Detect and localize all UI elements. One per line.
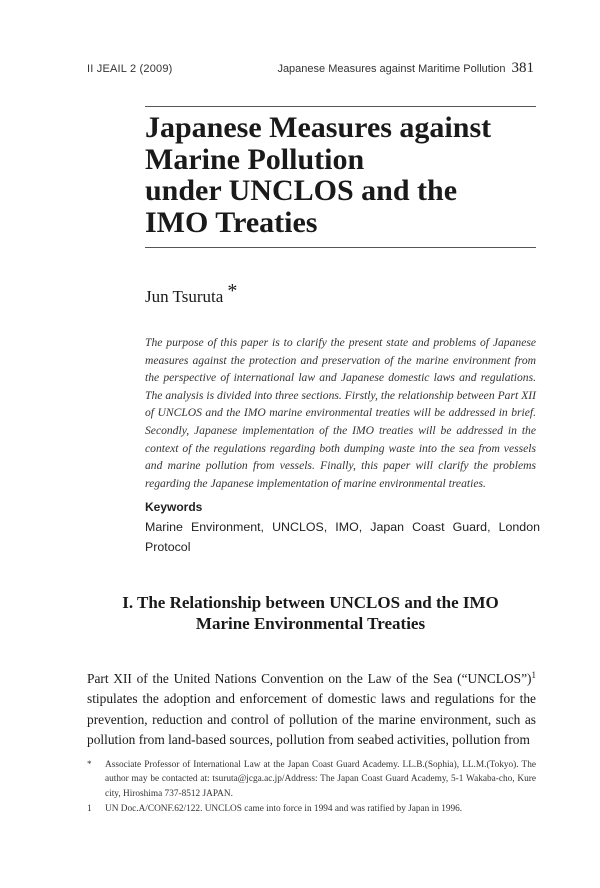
article-title [145,112,545,238]
body-paragraph [87,665,536,751]
footnotes [87,758,536,817]
footnote-mark: 1 [87,804,92,815]
running-title-group [277,60,534,77]
body-text-start: Part XII of the United Nations Convention on the Law of the Sea (“UNCLOS”) [87,671,532,686]
title-rule-bottom [145,247,536,248]
title-rule-top [145,106,536,107]
running-short-title: Japanese Measures against Maritime Pollution [277,63,506,75]
footnote-item [87,758,536,801]
title-line: IMO Treaties [145,205,318,239]
journal-citation: II JEAIL 2 (2009) [87,63,173,75]
section-heading-line: I. The Relationship between UNCLOS and the IMO [122,593,499,612]
keywords-heading: Keywords [145,500,203,514]
footnote-mark: * [87,760,92,770]
running-head [87,60,534,78]
author-line [145,280,237,307]
author-footnote-mark: * [227,280,238,302]
section-heading [87,592,534,634]
page-number: 381 [511,60,534,76]
footnote-reference[interactable]: 1 [531,670,536,680]
footnote-text: Associate Professor of International Law at the Japan Coast Guard Academy. LL.B.(Sophia), LL.M.(Tokyo). The author may be contacted at: tsuruta@jcga.ac.jp/Address: The Japan Coast Guard Academy, 5-1 Wakaba-cho, Kure city, Hiroshima 737-8512 JAPAN. [105,760,536,799]
body-text-rest: stipulates the adoption and enforcement of domestic laws and regulations for the prevention, reduction and control of pollution of the marine environment, such as pollution from land-based sources, pollution from seabed activities, pollution from [87,691,536,748]
keywords-list: Marine Environment, UNCLOS, IMO, Japan Coast Guard, London Protocol [145,520,540,554]
title-line: under UNCLOS and the [145,174,458,207]
title-line: Marine Pollution [145,142,365,176]
footnote-item [87,802,536,816]
section-heading-line: Marine Environmental Treaties [195,614,426,633]
footnote-text: UN Doc.A/CONF.62/122. UNCLOS came into force in 1994 and was ratified by Japan in 1996. [105,804,463,815]
author-name: Jun Tsuruta [145,287,224,306]
title-line: Japanese Measures against [145,111,492,144]
abstract: The purpose of this paper is to clarify the present state and problems of Japanese measures against the protection and preservation of the marine environment from the perspective of international law and Japanese domestic laws and regulations. The analysis is divided into three sections. Firstly, the relationship between Part XII of UNCLOS and the IMO marine environmental treaties will be addressed in brief. Secondly, Japanese implementation of the IMO treaties will be addressed in the context of the regulations regarding both dumping waste into the sea from vessels and marine pollution from vessels. Finally, this paper will clarify the problems regarding the Japanese implementation of marine environmental treaties. [145,336,536,490]
